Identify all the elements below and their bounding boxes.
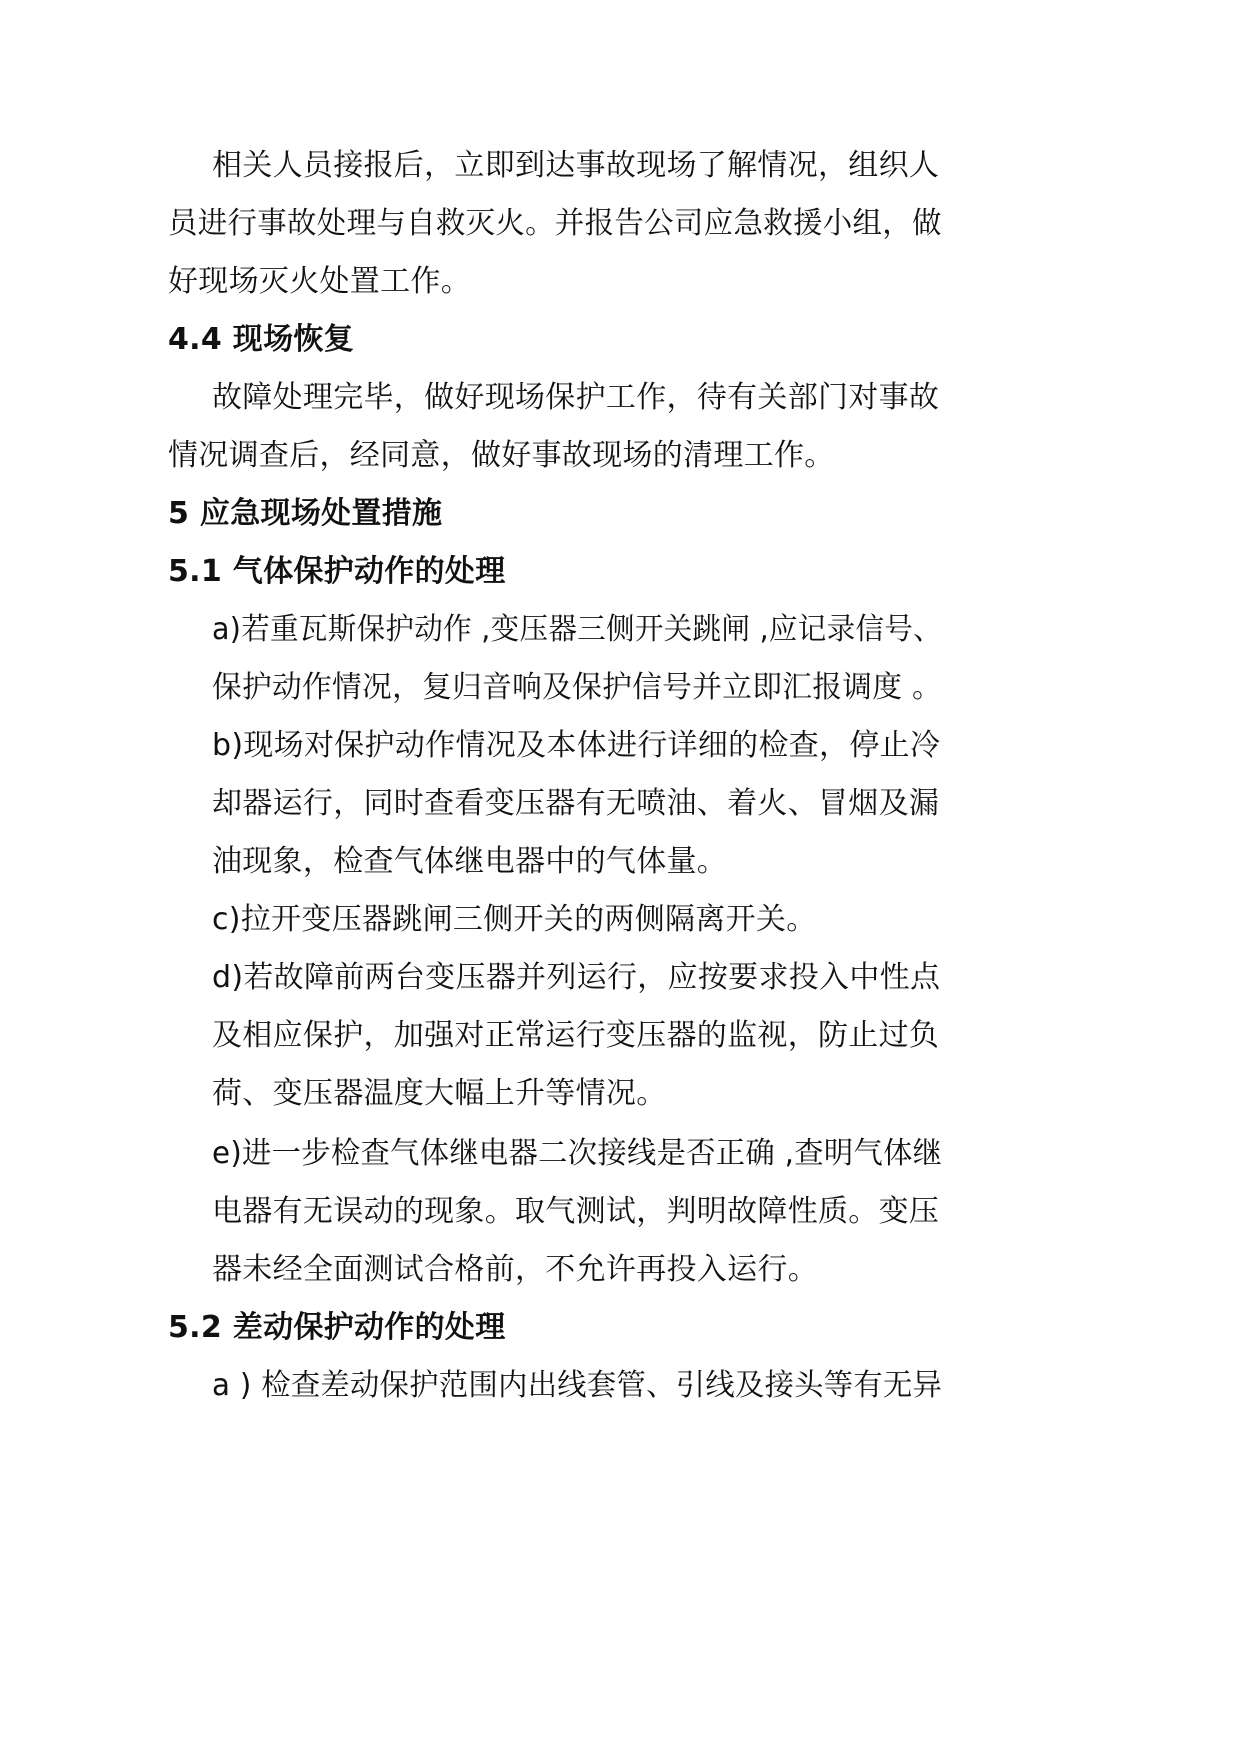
paragraph-line: 相关人员接报后，立即到达事故现场了解情况，组织人 <box>212 148 940 183</box>
list-item-line: 器未经全面测试合格前，不允许再投入运行。 <box>212 1252 818 1287</box>
list-item-line: 油现象，检查气体继电器中的气体量。 <box>212 844 728 879</box>
paragraph-line: 员进行事故处理与自救灭火。并报告公司应急救援小组，做 <box>168 206 942 241</box>
list-item-line: 却器运行，同时查看变压器有无喷油、着火、冒烟及漏 <box>212 786 940 821</box>
section-heading: 5 应急现场处置措施 <box>168 496 443 531</box>
list-item-line: 保护动作情况，复归音响及保护信号并立即汇报调度 。 <box>212 670 943 705</box>
paragraph-line: 好现场灭火处置工作。 <box>168 264 471 299</box>
subsection-heading: 5.1 气体保护动作的处理 <box>168 554 506 589</box>
list-item-line: a ) 检查差动保护范围内出线套管、引线及接头等有无异 <box>212 1368 943 1403</box>
list-item-line: 及相应保护，加强对正常运行变压器的监视，防止过负 <box>212 1018 940 1053</box>
list-item-line: d)若故障前两台变压器并列运行，应按要求投入中性点 <box>212 960 941 995</box>
list-item-line: c)拉开变压器跳闸三侧开关的两侧隔离开关。 <box>212 902 817 937</box>
paragraph-line: 故障处理完毕，做好现场保护工作，待有关部门对事故 <box>212 380 940 415</box>
list-item-line: 电器有无误动的现象。取气测试，判明故障性质。变压 <box>212 1194 940 1229</box>
list-item-line: e)进一步检查气体继电器二次接线是否正确 ,查明气体继 <box>212 1136 943 1171</box>
section-heading: 4.4 现场恢复 <box>168 322 354 357</box>
list-item-line: 荷、变压器温度大幅上升等情况。 <box>212 1076 667 1111</box>
subsection-heading: 5.2 差动保护动作的处理 <box>168 1310 506 1345</box>
list-item-line: b)现场对保护动作情况及本体进行详细的检查，停止冷 <box>212 728 941 763</box>
list-item-line: a)若重瓦斯保护动作 ,变压器三侧开关跳闸 ,应记录信号、 <box>212 612 942 647</box>
paragraph-line: 情况调查后，经同意，做好事故现场的清理工作。 <box>168 438 835 473</box>
